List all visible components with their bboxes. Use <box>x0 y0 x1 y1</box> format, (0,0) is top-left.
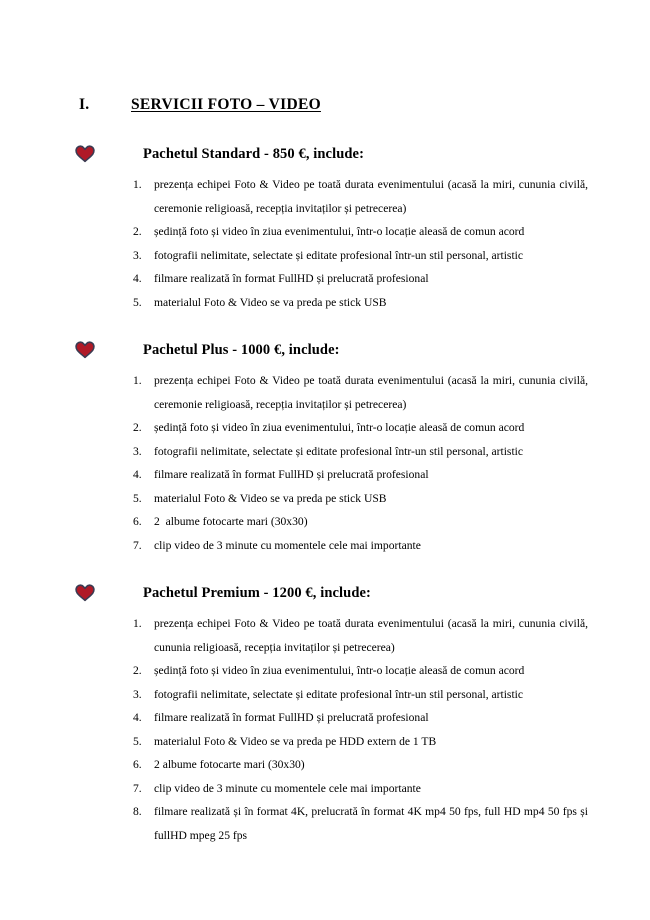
list-item-number: 5. <box>133 734 142 748</box>
section-numeral: I. <box>79 96 90 113</box>
package-title: Pachetul Standard - 850 €, include: <box>143 145 365 162</box>
list-item <box>62 220 588 244</box>
package-block <box>62 144 591 314</box>
list-item-text: 2 albume fotocarte mari (30x30) <box>154 515 308 528</box>
list-item-text: clip video de 3 minute cu momentele cele mai importante <box>154 538 421 552</box>
list-item-number: 1. <box>133 617 142 630</box>
package-block <box>62 583 591 847</box>
list-item-text: prezența echipei Foto & Video pe toată durata evenimentului (acasă la miri, cununia civilă, ceremonie religioasă, recepția invitaților și petrecerea) <box>154 178 591 215</box>
list-item-text: materialul Foto & Video se va preda pe stick USB <box>154 295 387 309</box>
list-item-text: filmare realizată în format FullHD și prelucrată profesional <box>154 272 429 285</box>
section-heading <box>62 96 588 114</box>
list-item <box>62 730 588 754</box>
list-item-text: prezența echipei Foto & Video pe toată durata evenimentului (acasă la miri, cununia civilă, ceremonie religioasă, recepția invitaților și petrecerea) <box>154 374 591 411</box>
list-item <box>62 487 588 511</box>
list-item-text: filmare realizată în format FullHD și prelucrată profesional <box>154 468 429 481</box>
package-heading <box>62 583 588 603</box>
list-item-text: ședință foto și video în ziua evenimentului, într-o locație aleasă de comun acord <box>154 421 525 434</box>
list-item-number: 5. <box>133 491 142 505</box>
list-item <box>62 659 588 683</box>
list-item <box>62 777 588 801</box>
list-item-text: filmare realizată în format FullHD și prelucrată profesional <box>154 711 429 724</box>
list-item-text: fotografii nelimitate, selectate și editate profesional într-un stil personal, artistic <box>154 444 524 458</box>
list-item-number: 7. <box>133 538 142 552</box>
list-item <box>62 800 591 847</box>
section-title: SERVICII FOTO – VIDEO <box>131 96 321 113</box>
package-title: Pachetul Premium - 1200 €, include: <box>143 584 371 601</box>
list-item-number: 3. <box>133 687 142 701</box>
list-item-number: 2. <box>133 664 142 677</box>
list-item-number: 6. <box>133 515 142 528</box>
list-item <box>62 463 588 487</box>
list-item-text: clip video de 3 minute cu momentele cele mai importante <box>154 781 421 795</box>
package-heading <box>62 144 588 164</box>
list-item <box>62 416 588 440</box>
packages-container <box>62 144 591 847</box>
list-item-number: 1. <box>133 374 142 387</box>
list-item-number: 7. <box>133 781 142 795</box>
list-item-number: 4. <box>133 468 142 481</box>
heart-icon <box>74 339 96 359</box>
list-item-text: fotografii nelimitate, selectate și editate profesional într-un stil personal, artistic <box>154 248 524 262</box>
list-item-number: 5. <box>133 295 142 309</box>
list-item-text: ședință foto și video în ziua evenimentului, într-o locație aleasă de comun acord <box>154 225 525 238</box>
list-item-number: 6. <box>133 758 142 771</box>
package-block <box>62 340 591 557</box>
list-item-number: 1. <box>133 178 142 191</box>
list-item-number: 3. <box>133 248 142 262</box>
list-item <box>62 440 588 464</box>
list-item-number: 2. <box>133 225 142 238</box>
list-item-text: prezența echipei Foto & Video pe toată durata evenimentului (acasă la miri, cununia civilă, cununia religioasă, recepția invitaților și petrecerea) <box>154 617 591 654</box>
list-item <box>62 753 588 777</box>
list-item-text: fotografii nelimitate, selectate și editate profesional într-un stil personal, artistic <box>154 687 524 701</box>
list-item-number: 8. <box>133 805 142 818</box>
list-item <box>62 267 588 291</box>
heart-icon <box>74 582 96 602</box>
list-item <box>62 244 588 268</box>
list-item-number: 4. <box>133 711 142 724</box>
list-item <box>62 683 588 707</box>
list-item-number: 3. <box>133 444 142 458</box>
package-title: Pachetul Plus - 1000 €, include: <box>143 341 340 358</box>
list-item <box>62 534 588 558</box>
list-item <box>62 510 588 534</box>
list-item-text: ședință foto și video în ziua evenimentului, într-o locație aleasă de comun acord <box>154 664 525 677</box>
package-item-list <box>62 173 591 314</box>
list-item-number: 2. <box>133 421 142 434</box>
list-item-text: filmare realizată și în format 4K, prelucrată în format 4K mp4 50 fps, full HD mp4 50 fps și fullHD mpeg 25 fps <box>154 805 591 842</box>
list-item <box>62 173 591 220</box>
list-item-number: 4. <box>133 272 142 285</box>
list-item <box>62 291 588 315</box>
list-item <box>62 706 588 730</box>
list-item <box>62 369 591 416</box>
heart-icon <box>74 143 96 163</box>
list-item-text: 2 albume fotocarte mari (30x30) <box>154 758 305 771</box>
list-item <box>62 612 591 659</box>
package-item-list <box>62 612 591 847</box>
package-item-list <box>62 369 591 557</box>
list-item-text: materialul Foto & Video se va preda pe HDD extern de 1 TB <box>154 734 437 748</box>
list-item-text: materialul Foto & Video se va preda pe stick USB <box>154 491 387 505</box>
package-heading <box>62 340 588 360</box>
